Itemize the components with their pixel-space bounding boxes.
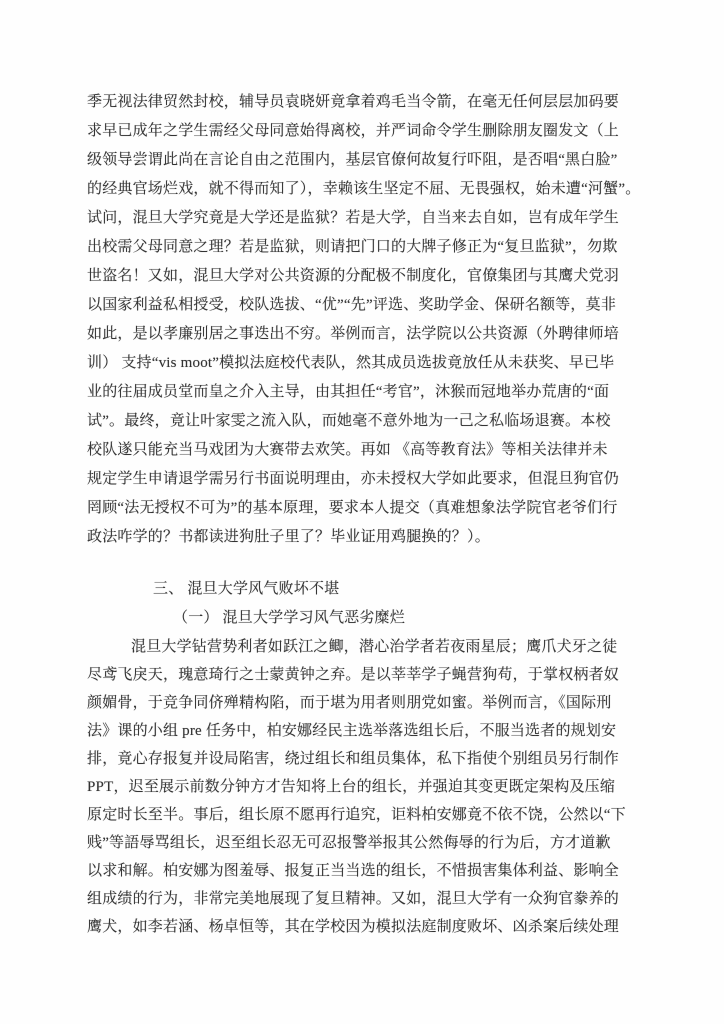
text-line: 鹰犬，如李若涵、杨卓恒等，其在学校因为模拟法庭制度败坏、凶杀案后续处理: [87, 919, 620, 935]
paragraph-continuation: [87, 88, 641, 552]
paragraph-body: [87, 633, 627, 941]
text-line: 试问，混旦大学究竟是大学还是监狱？若是大学，自当来去自如，岂有成年学生: [87, 210, 620, 226]
text-line: 求早已成年之学生需经父母同意始得离校，并严词命令学生删除朋友圈发文（上: [87, 123, 620, 139]
text-line: 法》课的小组 pre 任务中，柏安娜经民主选举落选组长后，不服当选者的规划安: [87, 723, 617, 739]
text-line: 政法咋学的？书都读进狗肚子里了？毕业证用鸡腿换的？）。: [87, 529, 490, 545]
text-line: 校队遂只能充当马戏团为大赛带去欢笑。再如 《高等教育法》等相关法律并未: [87, 442, 608, 458]
text-line: 以国家利益私相授受，校队选拔、“优”“先”评选、奖助学金、保研名额等，莫非: [87, 297, 617, 313]
text-line: 原定时长至半。事后，组长原不愿再行追究，讵料柏安娜竟不依不饶，公然以“下: [87, 807, 626, 823]
text-line: 如此，是以孝廉别居之事迭出不穷。举例而言，法学院以公共资源（外聘律师培: [87, 326, 620, 342]
text-line: 尽鸢飞戾天，瑰意琦行之士蒙黄钟之弃。是以莘莘学子蝇营狗苟，于掌权柄者奴: [87, 667, 620, 683]
text-line: 贱”等語辱骂组长，迟至组长忍无可忍报警举报其公然侮辱的行为后，方才道歉: [87, 835, 611, 851]
text-line: 混旦大学钻营势利者如跃江之鲫，潜心治学者若夜雨星辰；鹰爪犬牙之徒: [131, 639, 618, 655]
subsection-heading: （一） 混旦大学学习风气恶劣糜烂: [173, 610, 405, 626]
page-text-block: [87, 88, 641, 941]
text-line: 以求和解。柏安娜为图羞辱、报复正当当选的组长，不惜损害集体利益、影响全: [87, 863, 620, 879]
text-line: 世盗名！又如，混旦大学对公共资源的分配极不制度化，官僚集团与其鹰犬党羽: [87, 268, 620, 284]
text-line: 组成绩的行为，非常完美地展现了复旦精神。又如，混旦大学有一众狗官豢养的: [87, 891, 620, 907]
text-line: 出校需父母同意之理？若是监狱，则请把门口的大牌子修正为“复旦监狱”，勿欺: [87, 239, 618, 255]
text-line: 罔顾“法无授权不可为”的基本原理，要求本人提交（真难想象法学院官老爷们行: [87, 500, 618, 516]
text-line: 季无视法律贸然封校，辅导员袁晓妍竟拿着鸡毛当令箭，在毫无任何层层加码要: [87, 94, 620, 110]
text-line: 排，竟心存报复并设局陷害，绕过组长和组员集体，私下指使个别组员另行制作: [87, 751, 620, 767]
text-line: 的经典官场烂戏，就不得而知了），幸赖该生坚定不屈、无畏强权，始未遭“河蟹”。: [87, 181, 641, 197]
text-line: 训） 支持“vis moot”模拟法庭校代表队，然其成员选拔竟放任从未获奖、早已毕: [87, 355, 615, 371]
text-line: 试”。最终，竟让叶家雯之流入队，而她毫不意外地为一己之私临场退赛。本校: [87, 413, 611, 429]
section-heading: 三、 混旦大学风气败坏不堪: [153, 581, 340, 597]
text-line: 级领导尝谓此尚在言论自由之范围内，基层官僚何故复行吓阻，是否唱“黑白脸”: [87, 152, 618, 168]
text-line: PPT，迟至展示前数分钟方才告知将上台的组长，并强迫其变更既定架构及压缩: [87, 779, 616, 795]
text-line: 业的往届成员堂而皇之介入主导，由其担任“考官”，沐猴而冠地举办荒唐的“面: [87, 384, 610, 400]
text-line: 规定学生申请退学需另行书面说明理由，亦未授权大学如此要求，但混旦狗官仍: [87, 471, 620, 487]
text-line: 颜媚骨，于竞争同侪殚精构陷，而于堪为用者则朋党如蜜。举例而言，《国际刑: [87, 695, 612, 711]
